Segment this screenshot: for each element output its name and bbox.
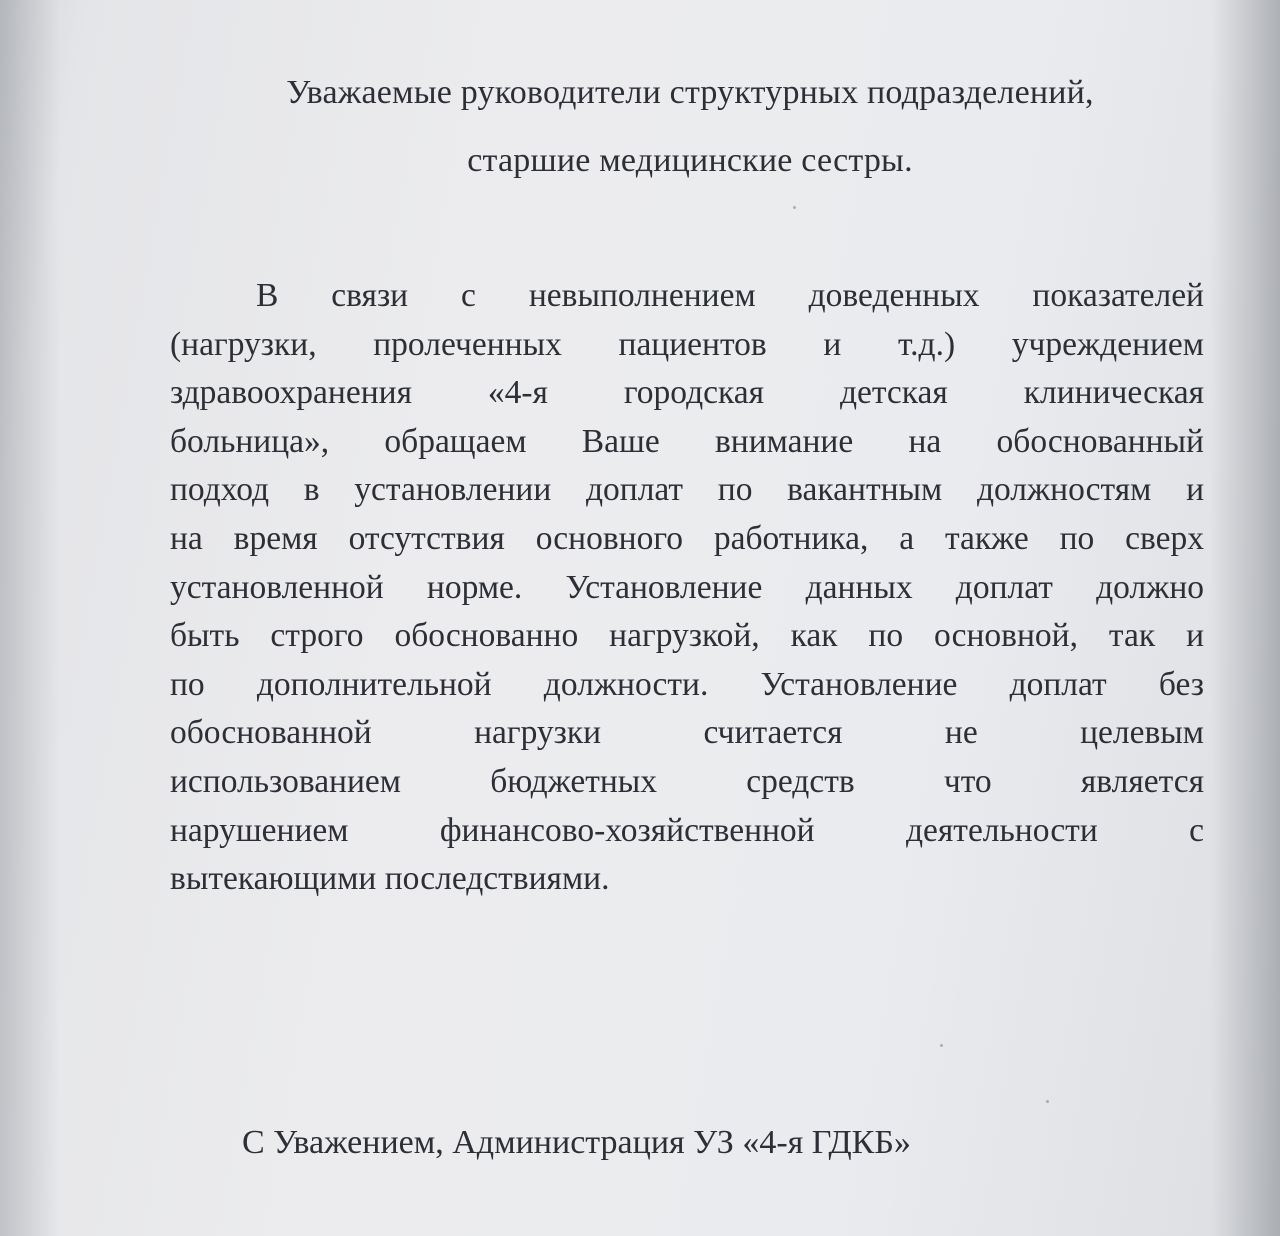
paper-speck [940,1044,943,1047]
body-line: вытекающими последствиями. [170,860,610,898]
body-line: установленной норме. Установление данных доплат должно [170,568,1204,606]
salutation-line-1: Уважаемые руководители структурных подразделений, [286,74,1094,111]
body-line: на время отсутствия основного работника, а также по сверх [170,519,1204,557]
body-line: по дополнительной должности. Установление доплат без [170,665,1204,703]
body-line: здравоохранения «4-я городская детская клиническая [170,374,1204,412]
body-line: подход в установлении доплат по вакантным должностям и [170,471,1204,509]
body-line: обоснованной нагрузки считается не целевым [170,714,1204,752]
body-line: нарушением финансово-хозяйственной деятельности с [170,811,1204,849]
body-line: использованием бюджетных средств что является [170,762,1204,800]
body-line: В связи с невыполнением доведенных показателей [256,277,1204,314]
page-shadow-right [1210,0,1280,1236]
page-shadow-left [0,0,60,1236]
body-paragraph [170,272,1204,904]
body-line: быть строго обоснованно нагрузкой, как по основной, так и [170,617,1204,655]
signature-line: С Уважением, Администрация УЗ «4-я ГДКБ» [242,1124,911,1161]
paper-speck [1046,1100,1049,1103]
paper-speck [793,206,796,209]
body-line: больница», обращаем Ваше внимание на обоснованный [170,422,1204,460]
salutation-line-2: старшие медицинские сестры. [467,142,913,179]
body-line: (нагрузки, пролеченных пациентов и т.д.) учреждением [170,325,1204,363]
